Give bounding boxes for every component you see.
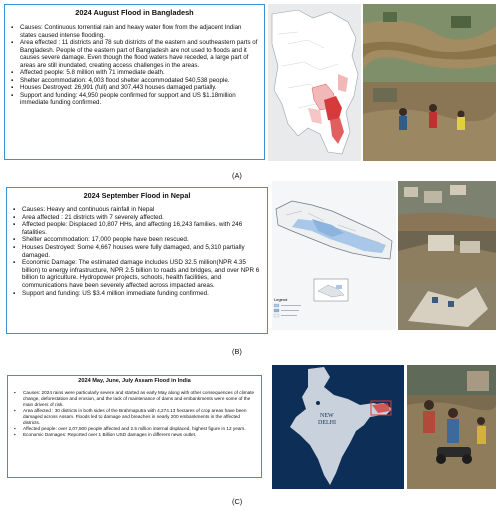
panel-c-title: 2024 May, June, July Assam Flood in India [78, 378, 191, 384]
assam-flood-photos [407, 365, 496, 489]
list-item: ▪ Shelter accommodation: 4,003 flood shelter accommodated 540,538 people. [11, 77, 258, 85]
list-item: ▪ Causes: Heavy and continuous rainfall in Nepal [13, 206, 261, 214]
new-delhi-label-2: DELHI [318, 420, 336, 426]
list-item: ▪ Causes: 2024 rains were particularly severe and started as early May along with other consequences of climate change, deforestation and erosion, and the lack of maintenance of dams and embankments were some of the main drivers of risk. [14, 390, 255, 408]
list-item: ▪ Area effected : 11 districts and 78 sub districts of the eastern and southeastern parts of Bangladesh. People of the eastern part of Bangladesh are not used to floods and it causes severe damage. Even though the flood waters have receded, a large part of areas are still inundated, creating access challenges in the areas. [11, 39, 258, 69]
list-item: ▪ Houses Destroyed: Some 4,667 houses were fully damaged, and 5,310 partially damaged. [13, 244, 261, 259]
list-item: ▪ Area affected : 30 districts in both sides of the Brahmaputra with 4,274.13 hectares of crop areas have been damaged across Assam. Floods led to damage and breaches in nearly 200 embankments in the affected districts. [14, 408, 255, 426]
list-item: ▪ Houses Destroyed: 26,991 (full) and 307,443 houses damaged partially. [11, 84, 258, 92]
panel-a-bangladesh [4, 4, 265, 160]
list-item: ▪ Support and funding: 44,950 people confirmed for support and US $1.18million immediate funding confirmed. [11, 92, 258, 107]
bangladesh-flood-photos [363, 4, 496, 161]
panel-b-bullets [13, 206, 261, 297]
panel-c-assam [7, 375, 262, 478]
list-item: ▪ Affected people: over 2,07,500 people affected and 2.5 million internal displaced, highest figure in 12 years. [14, 426, 255, 432]
panel-b-nepal [6, 187, 268, 334]
panel-c-bullets [14, 390, 255, 438]
list-item: ▪ Causes: Continuous torrential rain and heavy water flow from the adjacent Indian states caused intense flooding. [11, 24, 258, 39]
list-item: ▪ Affected people: Displaced 10,807 HHs, and affecting 16,243 families. with 246 fatalities. [13, 221, 261, 236]
list-item: ▪ Economic Damage: The estimated damage includes USD 32.5 million(NPR 4.35 billion) to energy infrastructure, NPR 2.5 billion to roads and bridges, and over NPR 6 billion to agriculture. Hydropower projects, schools, health facilities, and communications have been severely affected across impacted areas. [13, 259, 261, 289]
list-item: ▪ Shelter accommodation: 17,000 people have been rescued. [13, 236, 261, 244]
list-item: ▪ Economic Damages: Reported over 1 Billion USD damages in different news outlet. [14, 432, 255, 438]
panel-b-title: 2024 September Flood in Nepal [83, 191, 191, 200]
caption-c: (C) [232, 497, 243, 506]
list-item: ▪ Area affected : 21 districts with 7 severely affected. [13, 214, 261, 222]
caption-a: (A) [232, 171, 242, 180]
bangladesh-flood-map [268, 4, 361, 161]
panel-a-bullets [11, 24, 258, 107]
india-assam-map [272, 365, 404, 489]
list-item: ▪ Affected people: 5.8 million with 71 immediate death. [11, 69, 258, 77]
caption-b: (B) [232, 347, 242, 356]
map-legend-title: Legend [274, 297, 288, 302]
nepal-flood-map [272, 181, 396, 330]
new-delhi-label: NEW [320, 413, 334, 419]
nepal-flood-photos [398, 181, 496, 330]
panel-a-title: 2024 August Flood in Bangladesh [75, 8, 194, 17]
list-item: ▪ Support and funding: US $3.4 million immediate funding confirmed. [13, 290, 261, 298]
